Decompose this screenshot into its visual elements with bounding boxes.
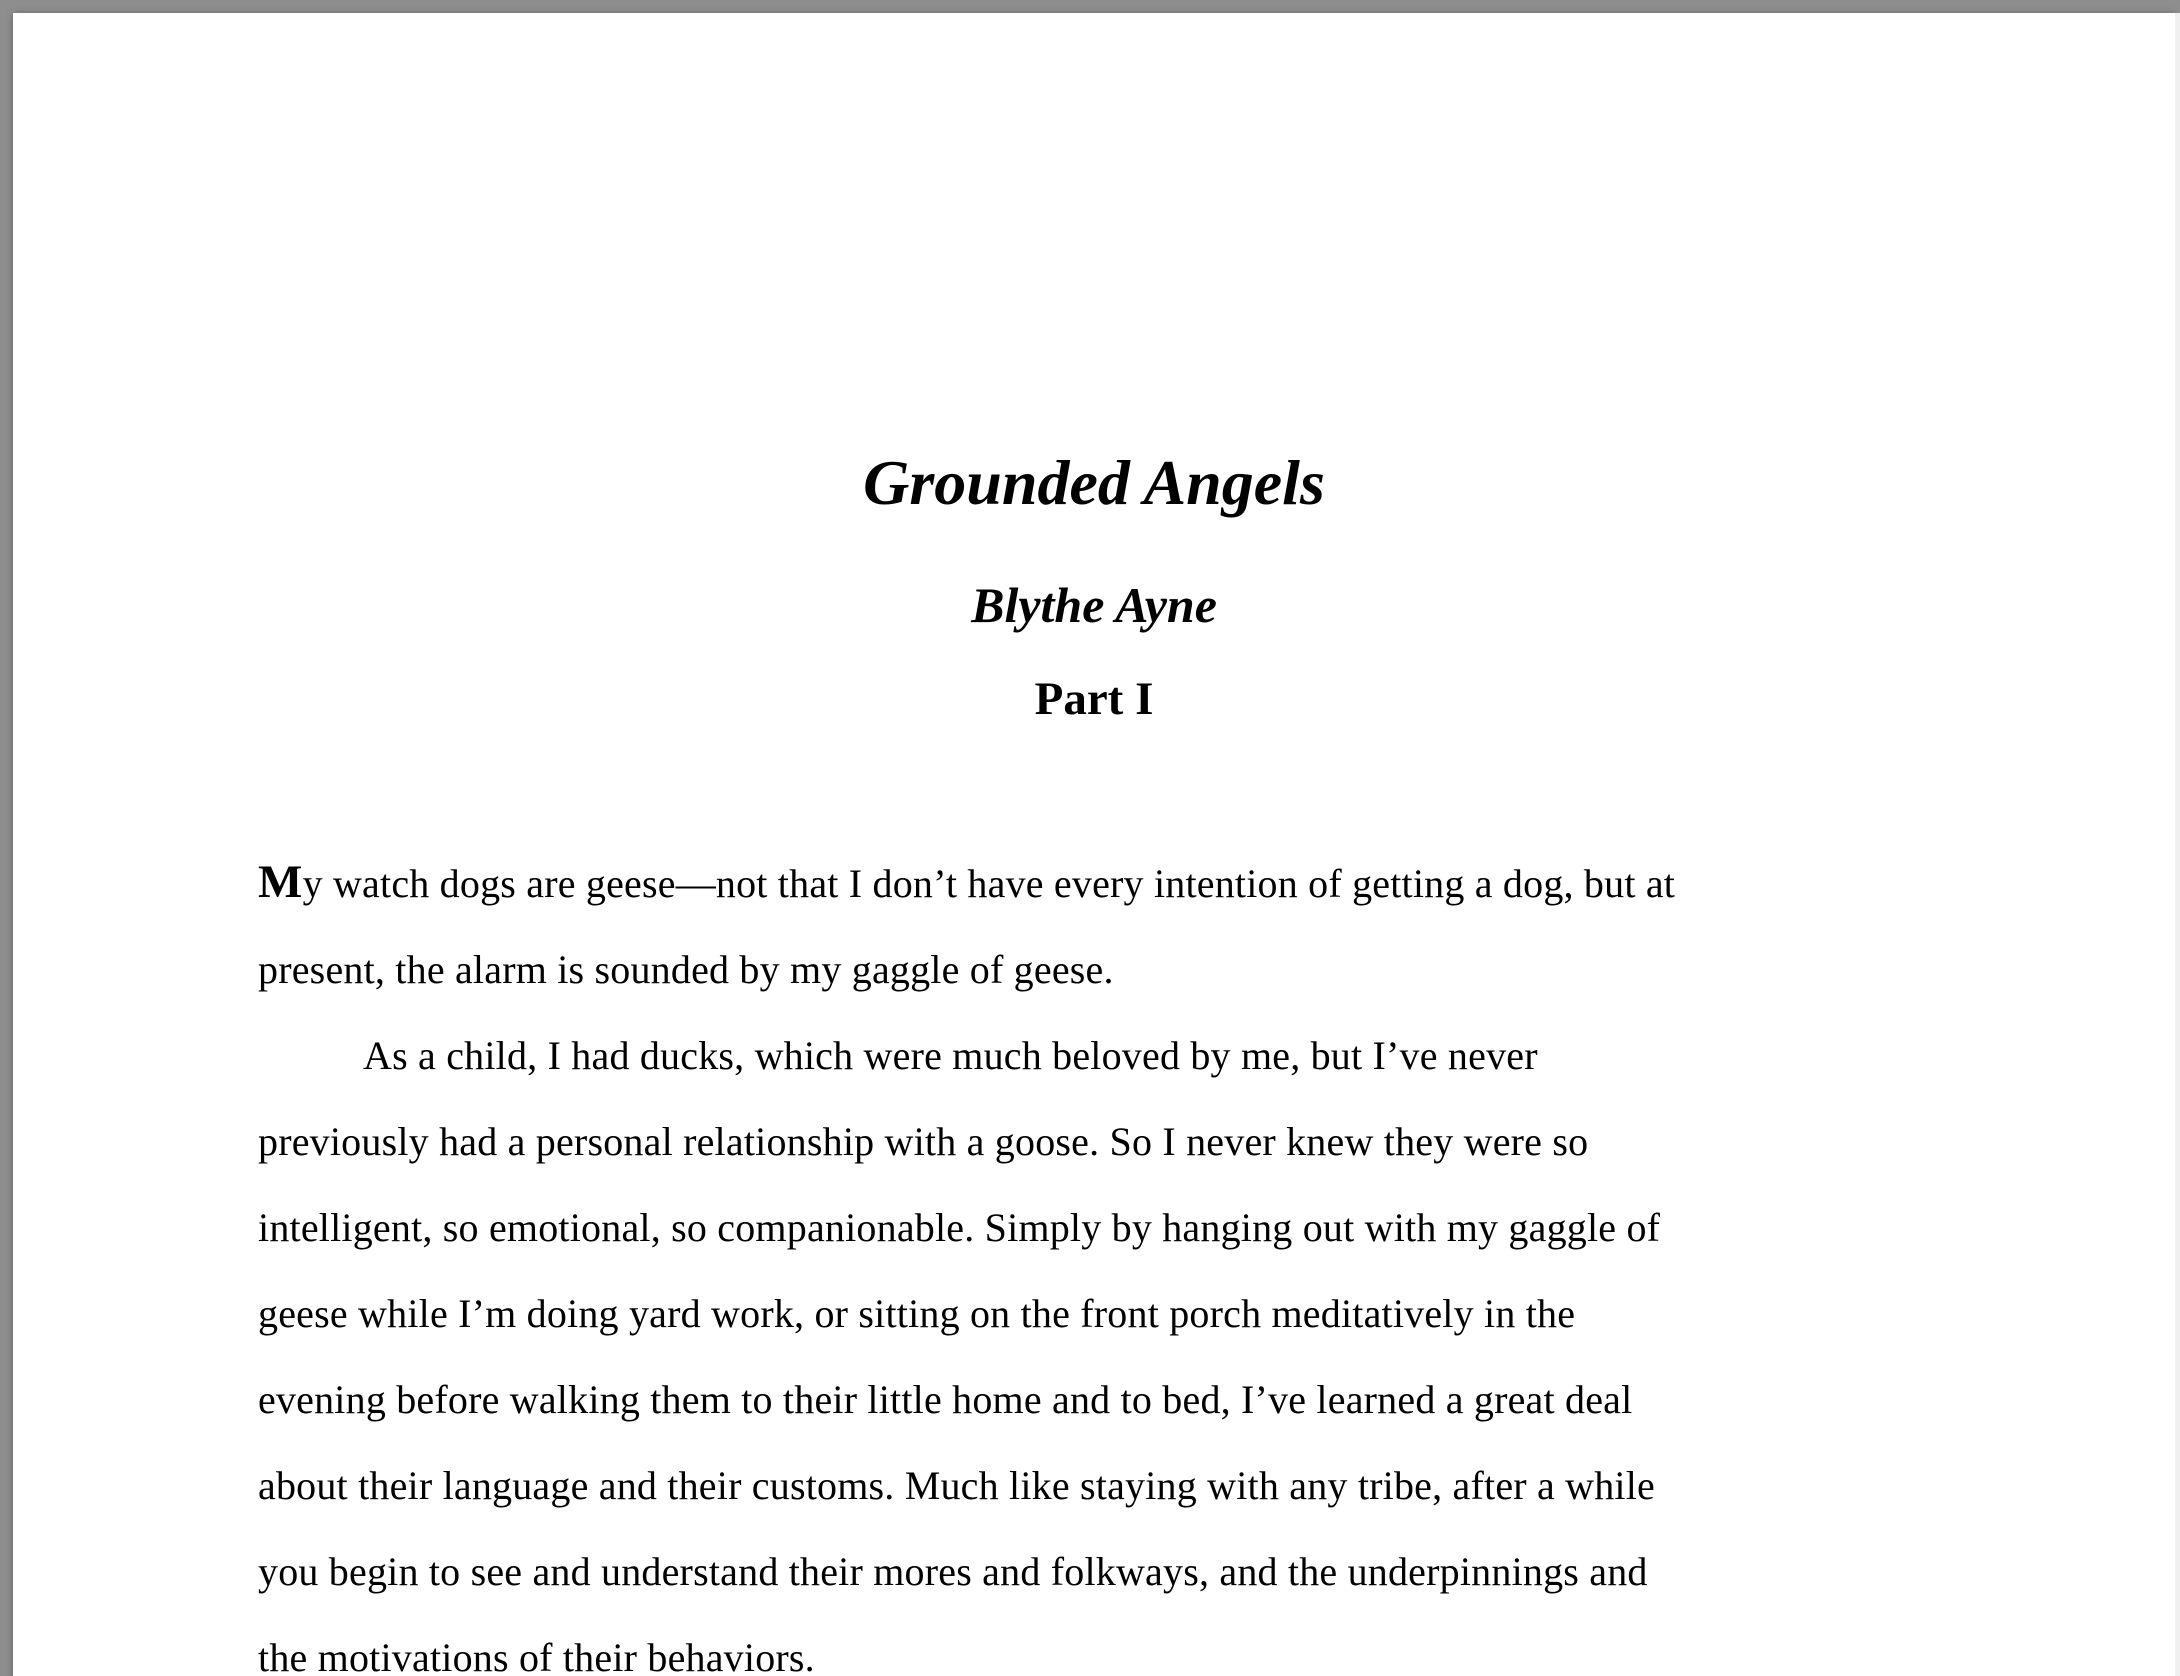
book-author: Blythe Ayne — [971, 577, 1217, 633]
text-line: intelligent, so emotional, so companionable. Simply by hanging out with my gaggle of — [258, 1205, 1661, 1250]
book-title: Grounded Angels — [863, 447, 1325, 518]
text-line: evening before walking them to their little home and to bed, I’ve learned a great deal — [258, 1377, 1633, 1422]
text-line — [258, 841, 1958, 927]
text-line: about their language and their customs. Much like staying with any tribe, after a while — [258, 1463, 1656, 1508]
drop-cap: M — [258, 856, 303, 908]
text-line: the motivations of their behaviors. — [258, 1635, 815, 1676]
text-line: previously had a personal relationship with a goose. So I never knew they were so — [258, 1119, 1589, 1164]
body-text — [258, 841, 1958, 1676]
text-line: present, the alarm is sounded by my gaggle of geese. — [258, 947, 1114, 992]
text-line-rest: y watch dogs are geese—not that I don’t have every intention of getting a dog, but at — [302, 861, 1676, 906]
section-heading: Part I — [1034, 673, 1154, 725]
text-line: As a child, I had ducks, which were much beloved by me, but I’ve never — [363, 1033, 1538, 1078]
document-page — [13, 13, 2175, 1676]
scrollbar-track[interactable] — [2175, 13, 2180, 1676]
text-line: geese while I’m doing yard work, or sitting on the front porch meditatively in the — [258, 1291, 1576, 1336]
text-line: you begin to see and understand their mores and folkways, and the underpinnings and — [258, 1549, 1648, 1594]
